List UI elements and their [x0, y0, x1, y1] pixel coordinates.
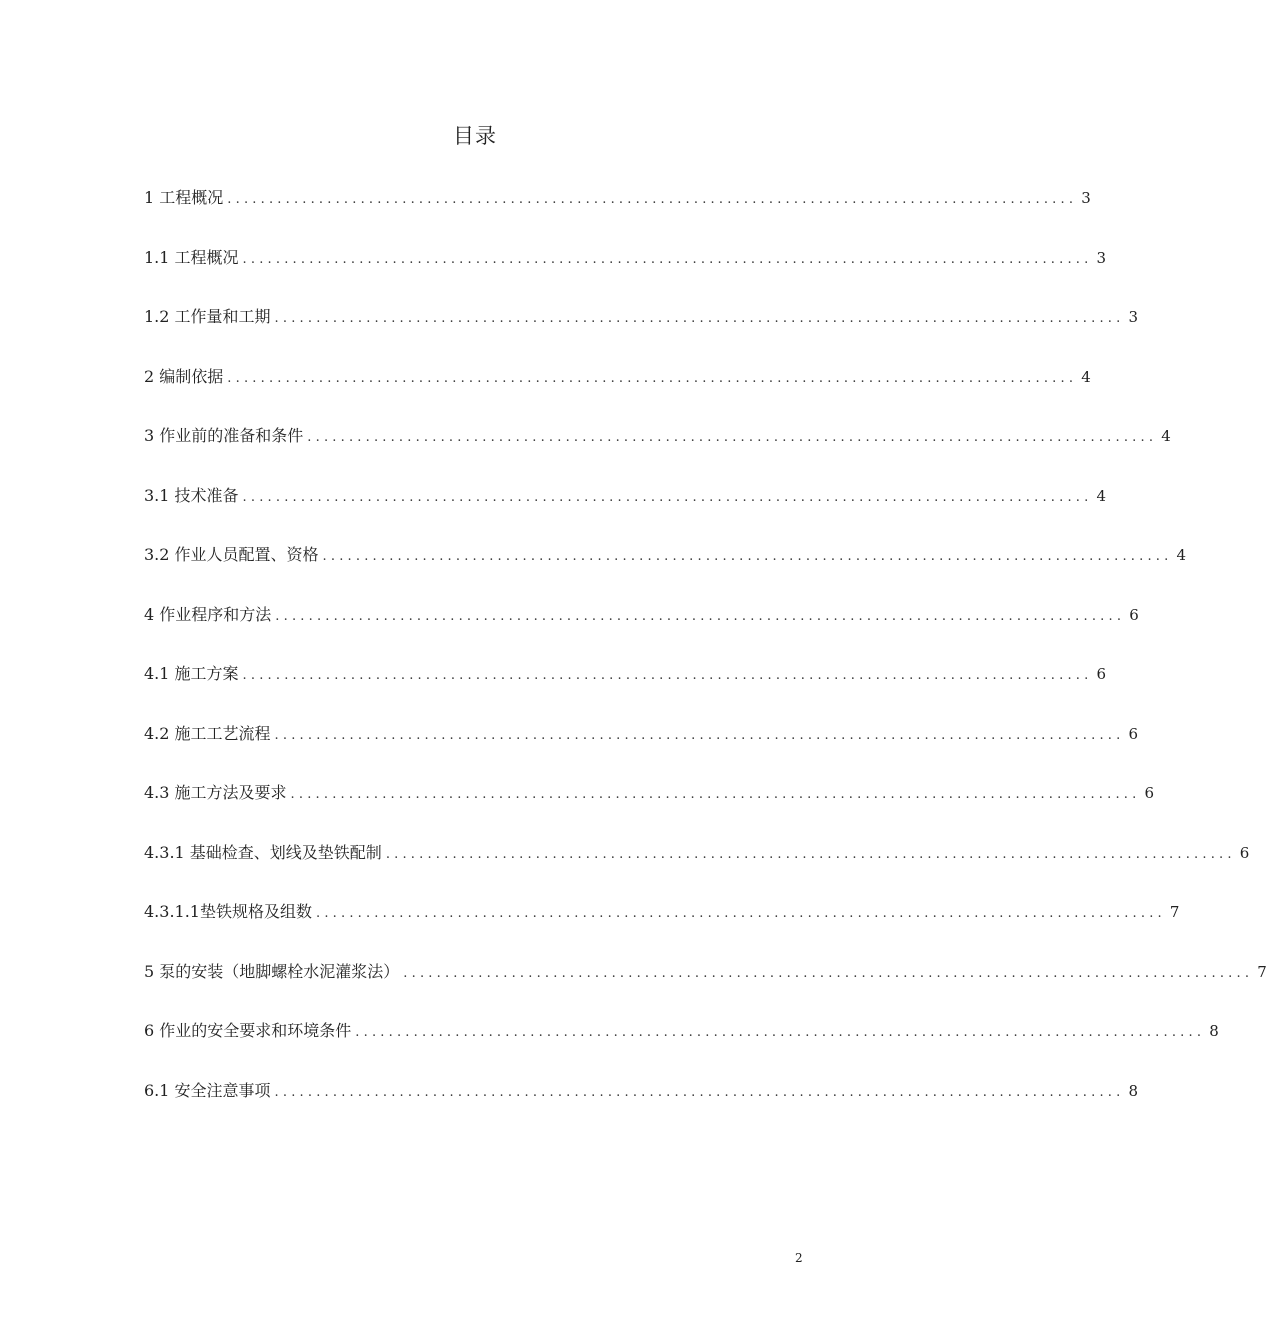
toc-entry-label: 4.3 施工方法及要求 — [144, 783, 287, 802]
toc-entry[interactable] — [144, 419, 1171, 479]
toc-entry-label: 2 编制依据 — [144, 366, 224, 386]
toc-entry-page: 6 — [1144, 784, 1154, 802]
toc-dot-leader: ...................................................................................................... — [275, 608, 1126, 624]
toc-dot-leader: ...................................................................................................... — [307, 430, 1158, 445]
toc-dot-leader: ...................................................................................................... — [403, 965, 1254, 981]
toc-dot-leader: ...................................................................................................... — [227, 370, 1078, 386]
toc-entry-label: 3 作业前的准备和条件 — [144, 426, 304, 445]
toc-dot-leader: ...................................................................................................... — [322, 549, 1173, 564]
toc-entry-label: 3.1 技术准备 — [144, 485, 239, 505]
toc-entry-label: 3.2 作业人员配置、资格 — [144, 545, 319, 564]
toc-entry-page: 4 — [1096, 486, 1106, 505]
toc-entry-page: 6 — [1239, 843, 1250, 862]
toc-entry-page: 6 — [1096, 665, 1106, 683]
toc-dot-leader: ...................................................................................................... — [315, 906, 1166, 921]
toc-entry-page: 3 — [1081, 189, 1091, 207]
toc-entry[interactable] — [144, 717, 1138, 777]
toc-entry-page: 8 — [1128, 1081, 1138, 1100]
toc-entry-page: 4 — [1161, 427, 1171, 445]
toc-title: 目录 — [453, 124, 497, 148]
toc-entry[interactable] — [144, 181, 1091, 241]
toc-dot-leader: ...................................................................................................... — [274, 1084, 1125, 1100]
toc-dot-leader: ...................................................................................................... — [242, 489, 1093, 505]
toc-entry-page: 3 — [1096, 248, 1106, 267]
toc-dot-leader: ...................................................................................................... — [242, 668, 1093, 683]
toc-entry-label: 1.1 工程概况 — [144, 247, 239, 267]
toc-entry[interactable] — [144, 895, 1180, 955]
toc-dot-leader: ...................................................................................................... — [385, 846, 1236, 862]
toc-entry[interactable] — [144, 538, 1186, 598]
toc-dot-leader: ...................................................................................................... — [274, 727, 1125, 743]
toc-entry-label: 5 泵的安装（地脚螺栓水泥灌浆法） — [144, 961, 400, 981]
toc-entry-label: 6 作业的安全要求和环境条件 — [144, 1021, 352, 1040]
toc-entry[interactable] — [144, 360, 1091, 420]
toc-entry-page: 7 — [1169, 903, 1180, 921]
toc-entry-label: 4 作业程序和方法 — [144, 604, 272, 624]
toc-dot-leader: ...................................................................................................... — [227, 192, 1078, 207]
toc-dot-leader: ...................................................................................................... — [290, 787, 1141, 802]
toc-entry[interactable] — [144, 1014, 1219, 1074]
toc-dot-leader: ...................................................................................................... — [355, 1025, 1206, 1040]
toc-entry-page: 3 — [1128, 308, 1138, 326]
toc-entry[interactable] — [144, 300, 1138, 360]
toc-entry-label: 4.2 施工工艺流程 — [144, 723, 271, 743]
toc-entry[interactable] — [144, 479, 1106, 539]
toc-entry-label: 4.1 施工方案 — [144, 664, 239, 683]
toc-entry-page: 8 — [1209, 1022, 1219, 1040]
toc-entry[interactable] — [144, 657, 1106, 717]
toc-entry-page: 4 — [1081, 367, 1091, 386]
toc-dot-leader: ...................................................................................................... — [274, 311, 1125, 326]
toc-entry[interactable] — [144, 836, 1250, 896]
toc-dot-leader: ...................................................................................................... — [242, 251, 1093, 267]
toc-entry[interactable] — [144, 241, 1106, 301]
toc-entry[interactable] — [144, 598, 1139, 658]
toc-entry-label: 1 工程概况 — [144, 188, 224, 207]
toc-list — [144, 181, 1267, 1133]
toc-entry-page: 6 — [1129, 605, 1139, 624]
toc-entry[interactable] — [144, 1074, 1138, 1134]
toc-entry-page: 6 — [1128, 724, 1138, 743]
toc-entry-label: 4.3.1 基础检查、划线及垫铁配制 — [144, 842, 382, 862]
toc-entry-page: 7 — [1257, 962, 1267, 981]
page-number: 2 — [795, 1251, 803, 1265]
toc-entry-page: 4 — [1176, 546, 1186, 564]
toc-entry-label: 4.3.1.1垫铁规格及组数 — [144, 902, 312, 921]
toc-entry-label: 1.2 工作量和工期 — [144, 307, 271, 326]
toc-entry[interactable] — [144, 776, 1154, 836]
toc-entry-label: 6.1 安全注意事项 — [144, 1080, 271, 1100]
toc-entry[interactable] — [144, 955, 1267, 1015]
